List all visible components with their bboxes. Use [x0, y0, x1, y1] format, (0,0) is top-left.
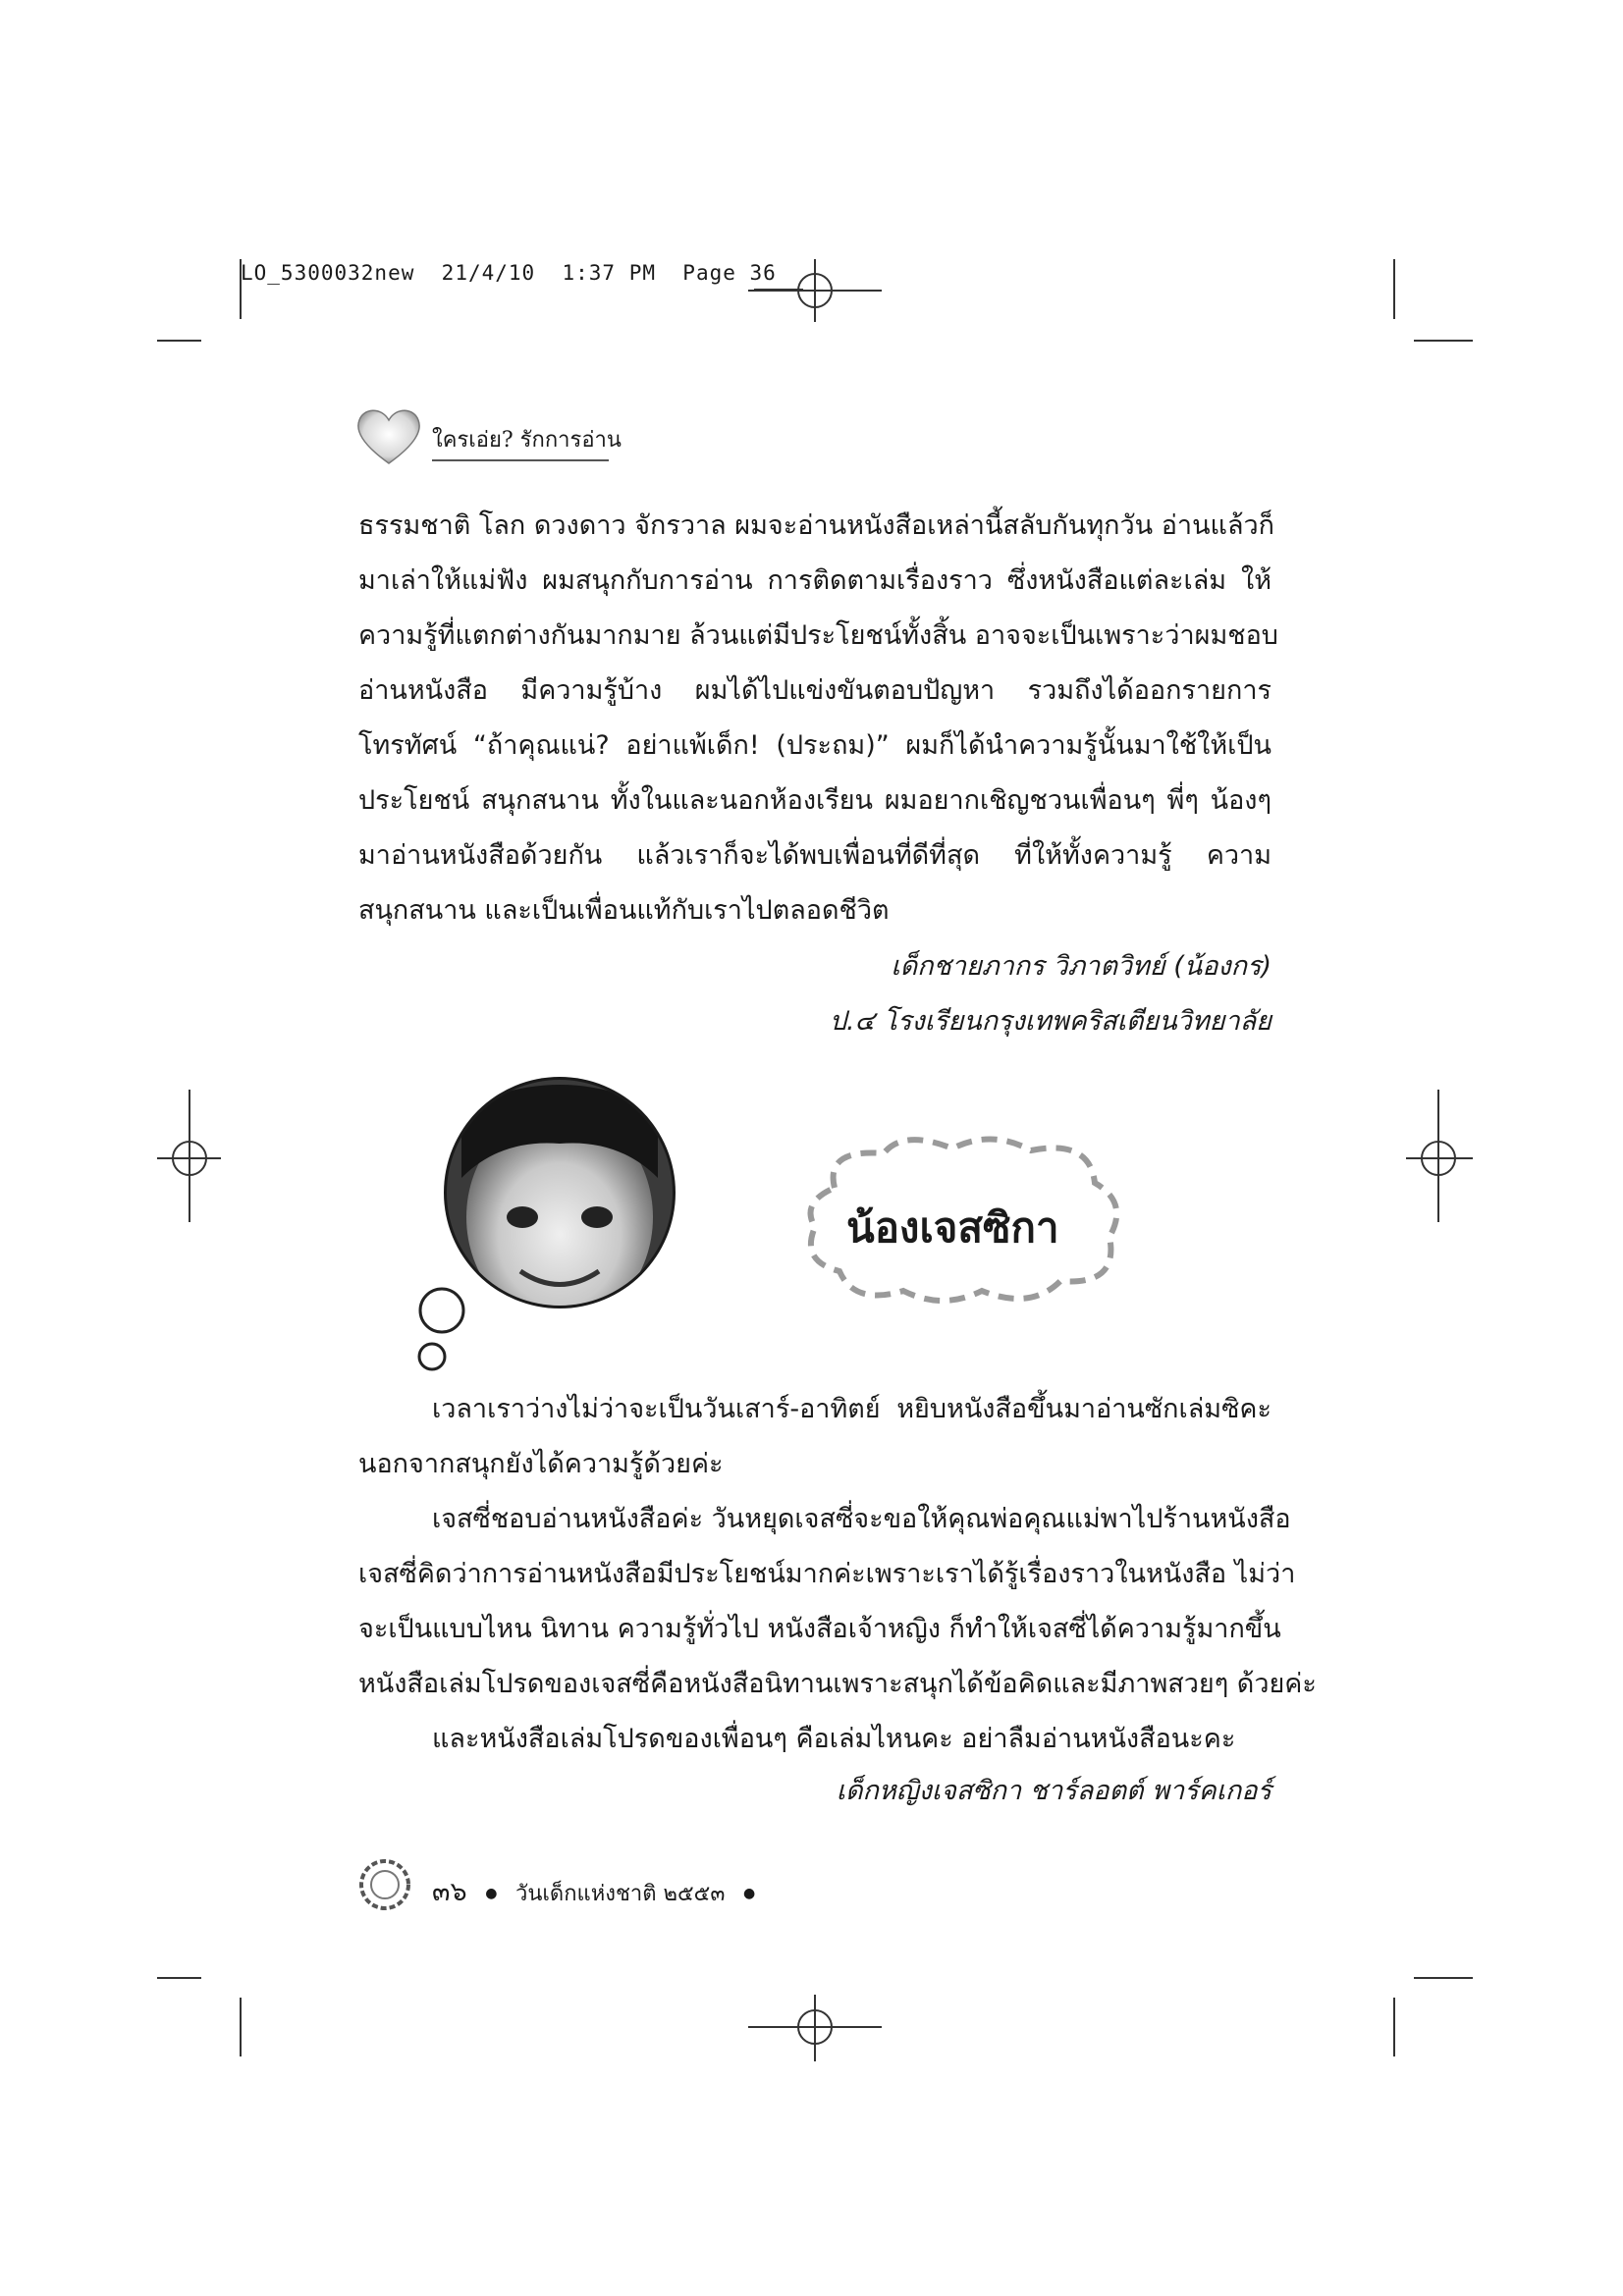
story1-line: ความรู้ที่แตกต่างกันมากมาย ล้วนแต่มีประโยชน์ทั้งสิ้น อาจจะเป็นเพราะว่าผมชอบ [358, 620, 1278, 651]
story2-author: เด็กหญิงเจสซิกา ชาร์ลอตต์ พาร์คเกอร์ [836, 1776, 1271, 1806]
story2-line: หนังสือเล่มโปรดของเจสซี่คือหนังสือนิทานเพราะสนุกได้ข้อคิดและมีภาพสวยๆ ด้วยค่ะ [358, 1669, 1317, 1699]
story2-line: และหนังสือเล่มโปรดของเพื่อนๆ คือเล่มไหนคะ อย่าลืมอ่านหนังสือนะคะ [432, 1724, 1236, 1754]
page-number: ๓๖ [432, 1877, 467, 1907]
cloud-label: น้องเจสซิกา [846, 1203, 1059, 1252]
story2-line: เจสซี่ชอบอ่านหนังสือค่ะ วันหยุดเจสซี่จะขอให้คุณพ่อคุณแม่พาไปร้านหนังสือ [432, 1504, 1291, 1534]
slug-file: LO_5300032new [241, 261, 415, 285]
footer-bullet: ● [742, 1885, 756, 1901]
story2-line: เวลาเราว่างไม่ว่าจะเป็นวันเสาร์-อาทิตย์ หยิบหนังสือขึ้นมาอ่านซักเล่มซิคะ [432, 1394, 1271, 1424]
ornament-icon [355, 1855, 414, 1914]
heart-icon [353, 404, 424, 467]
story2-line: นอกจากสนุกยังได้ความรู้ด้วยค่ะ [358, 1449, 724, 1479]
story1-school: ป.๔ โรงเรียนกรุงเทพคริสเตียนวิทยาลัย [829, 1006, 1271, 1037]
section-title: ใครเอ่ย? รักการอ่าน [432, 428, 622, 453]
page-footer [432, 1870, 765, 1912]
book-title: วันเด็กแห่งชาติ ๒๕๕๓ [515, 1882, 726, 1906]
section-title-rule [432, 459, 609, 461]
story1-line: สนุกสนาน และเป็นเพื่อนแท้กับเราไปตลอดชีวิต [358, 895, 890, 926]
child-portrait [412, 1070, 697, 1374]
slug-time: 1:37 PM [562, 261, 656, 285]
slug-page: Page 36 [682, 261, 777, 285]
story1-line: ประโยชน์ สนุกสนาน ทั้งในและนอกห้องเรียน ผมอยากเชิญชวนเพื่อนๆ พี่ๆ น้องๆ [358, 785, 1271, 816]
story1-line: โทรทัศน์ “ถ้าคุณแน่? อย่าแพ้เด็ก! (ประถม)” ผมก็ได้นำความรู้นั้นมาใช้ให้เป็น [358, 730, 1271, 761]
story2-line: เจสซี่คิดว่าการอ่านหนังสือมีประโยชน์มากค่ะเพราะเราได้รู้เรื่องราวในหนังสือ ไม่ว่า [358, 1559, 1296, 1589]
story2-body [358, 1382, 1317, 1767]
story1-line: มาเล่าให้แม่ฟัง ผมสนุกกับการอ่าน การติดตามเรื่องราว ซึ่งหนังสือแต่ละเล่ม ให้ [358, 565, 1271, 596]
story1-line: อ่านหนังสือ มีความรู้บ้าง ผมได้ไปแข่งขันตอบปัญหา รวมถึงได้ออกรายการ [358, 675, 1271, 706]
story2-line: จะเป็นแบบไหน นิทาน ความรู้ทั่วไป หนังสือเจ้าหญิง ก็ทำให้เจสซี่ได้ความรู้มากขึ้น [358, 1614, 1281, 1644]
story1-author: เด็กชายภากร วิภาตวิทย์ (น้องกร) [891, 951, 1271, 982]
story1-line: มาอ่านหนังสือด้วยกัน แล้วเราก็จะได้พบเพื่อนที่ดีที่สุด ที่ให้ทั้งความรู้ ความ [358, 840, 1271, 871]
footer-bullet: ● [485, 1885, 498, 1901]
slug-date: 21/4/10 [441, 261, 536, 285]
story1-line: ธรรมชาติ โลก ดวงดาว จักรวาล ผมจะอ่านหนังสือเหล่านี้สลับกันทุกวัน อ่านแล้วก็ [358, 510, 1275, 541]
story1-body [358, 499, 1278, 938]
